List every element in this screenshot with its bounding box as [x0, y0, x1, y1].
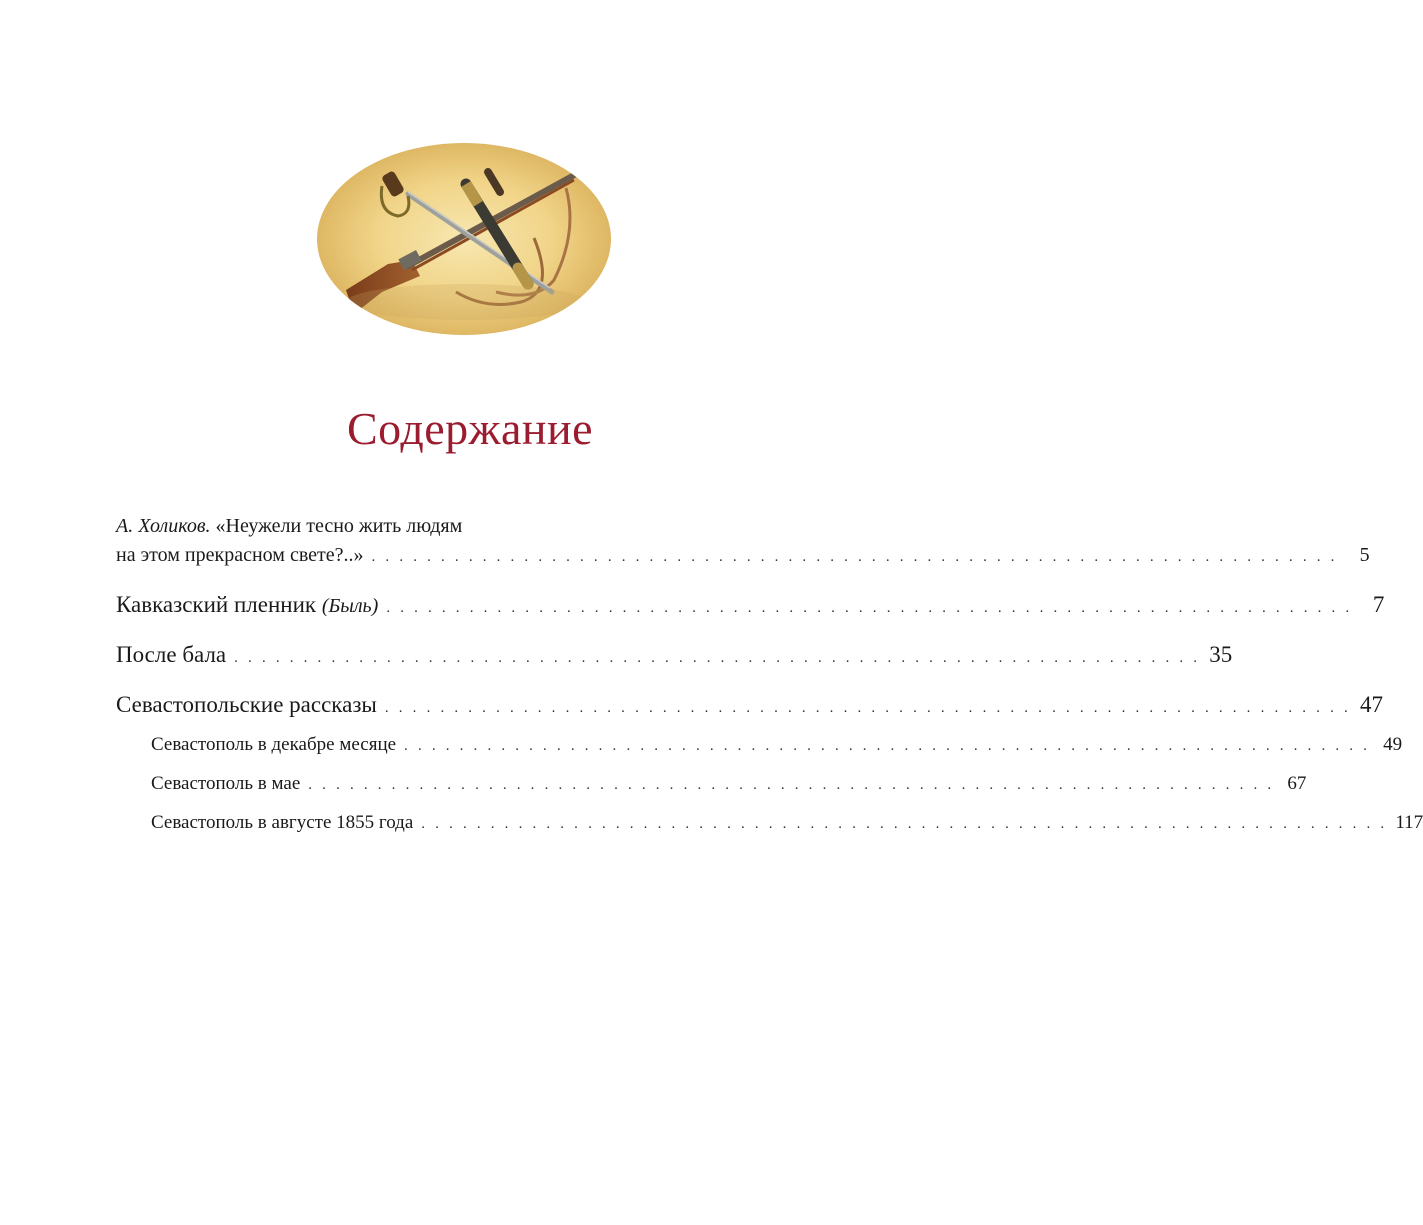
page-number: 49: [1383, 734, 1403, 755]
page-number: 7: [1372, 592, 1385, 617]
leader-dots: . . . . . . . . . . . . . . . . . . . . . . . . . . . . . . . . . . . . . . . . . . . . . . . . . . . . . . . . . . . . . . . . . . . . . .: [371, 549, 1338, 565]
leader-dots: . . . . . . . . . . . . . . . . . . . . . . . . . . . . . . . . . . . . . . . . . . . . . . . . . . . . . . . . . . . . . . . . . . . . . .: [404, 738, 1371, 754]
entry-note: (Быль): [321, 595, 379, 617]
entry-label: После бала: [116, 642, 227, 667]
toc-subentry-may[interactable]: [116, 770, 1307, 799]
intro-author: А. Холиков.: [116, 515, 211, 537]
subentry-label: Севастополь в августе 1855 года: [151, 812, 414, 833]
crossed-weapons-icon: [316, 142, 612, 336]
leader-dots: . . . . . . . . . . . . . . . . . . . . . . . . . . . . . . . . . . . . . . . . . . . . . . . . . . . . . . . . . . . . . . . . . . . . . .: [384, 700, 1351, 716]
page-title: Содержание: [346, 403, 594, 454]
toc-entry-sevastopolskie-rasskazy[interactable]: [116, 690, 1383, 723]
page-number: 117: [1395, 812, 1423, 833]
toc-entry-kavkazskiy-plennik[interactable]: [116, 590, 1385, 623]
leader-dots: . . . . . . . . . . . . . . . . . . . . . . . . . . . . . . . . . . . . . . . . . . . . . . . . . . . . . . . . . . . . . . . . . . . . . .: [234, 650, 1201, 666]
subentry-label: Севастополь в декабре месяце: [151, 734, 397, 755]
toc-entry-intro[interactable]: [116, 512, 1370, 572]
toc-subentry-avgust[interactable]: [116, 809, 1423, 838]
intro-title-line1: «Неужели тесно жить людям: [215, 515, 463, 537]
toc-entry-posle-bala[interactable]: [116, 640, 1233, 673]
table-of-contents: [116, 512, 1423, 838]
page-number: 47: [1359, 692, 1383, 717]
entry-label: Севастопольские рассказы: [116, 692, 377, 717]
page-number: 35: [1209, 642, 1233, 667]
intro-title-line2: на этом прекрасном свете?..»: [116, 544, 364, 566]
crossed-weapons-illustration: [316, 142, 612, 336]
leader-dots: . . . . . . . . . . . . . . . . . . . . . . . . . . . . . . . . . . . . . . . . . . . . . . . . . . . . . . . . . . . . . . . . . . . . . .: [386, 600, 1353, 616]
subentry-label: Севастополь в мае: [151, 773, 301, 794]
page-number: 67: [1287, 773, 1307, 794]
entry-label: Кавказский пленник: [116, 592, 317, 617]
page-number: 5: [1359, 544, 1370, 566]
toc-subentry-dekabr[interactable]: [116, 731, 1403, 760]
leader-dots: . . . . . . . . . . . . . . . . . . . . . . . . . . . . . . . . . . . . . . . . . . . . . . . . . . . . . . . . . . . . . . . . . . . . . .: [421, 816, 1388, 832]
leader-dots: . . . . . . . . . . . . . . . . . . . . . . . . . . . . . . . . . . . . . . . . . . . . . . . . . . . . . . . . . . . . . . . . . . . . . .: [308, 777, 1275, 793]
